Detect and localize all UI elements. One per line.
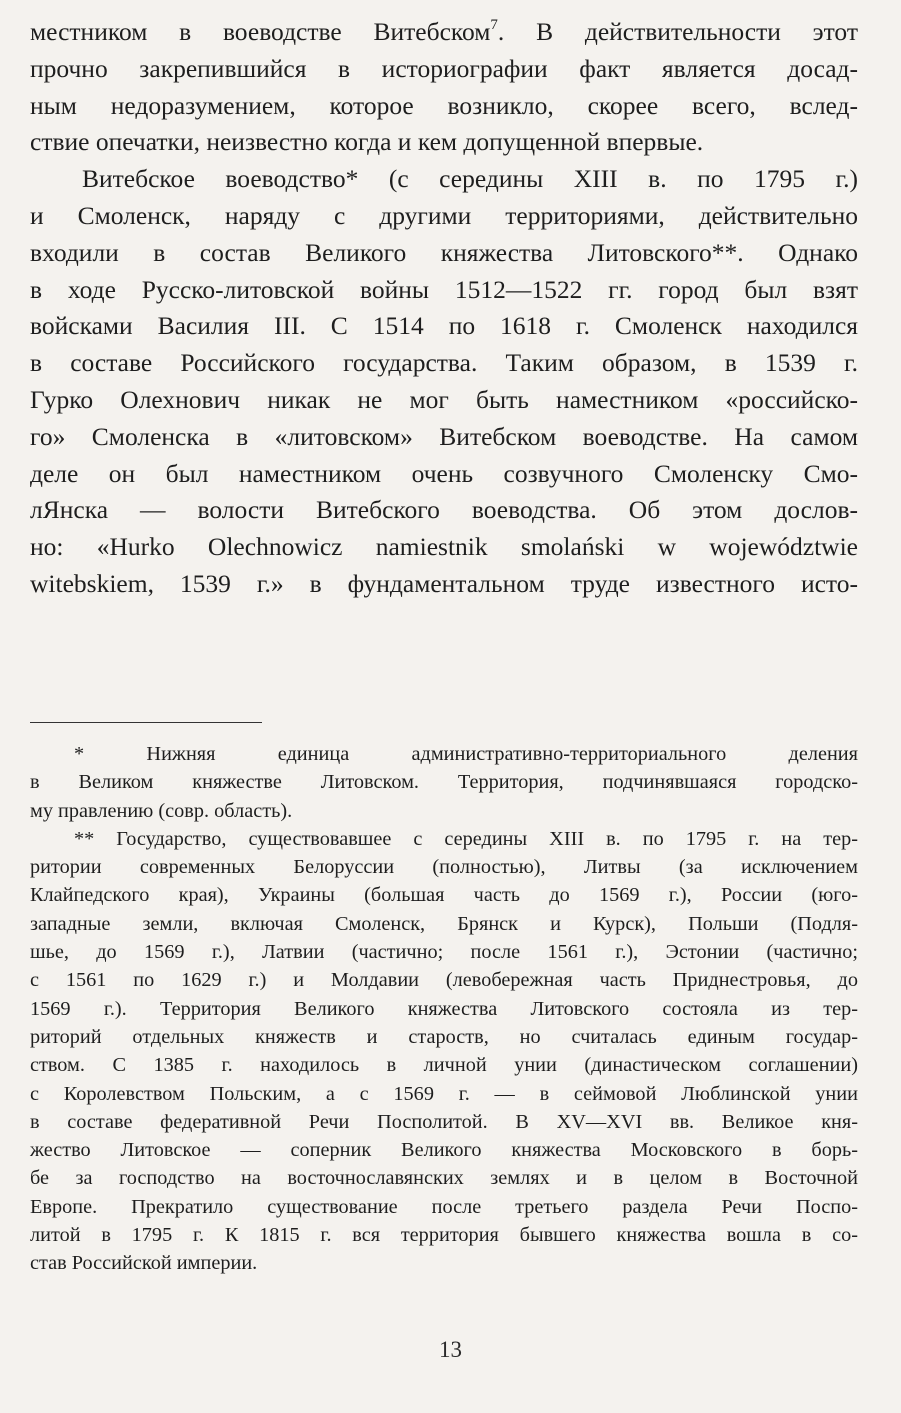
text-line-15: но: «Hurko Olechnowicz namiestnik smolański w województwie: [30, 532, 858, 562]
text-line-13: деле он был наместником очень созвучного Смоленску Смо-: [30, 458, 858, 488]
text-line-4: ствие опечатки, неизвестно когда и кем допущенной впервые.: [30, 127, 704, 157]
text-line-11: Гурко Олехнович никак не мог быть наместником «российско-: [30, 384, 858, 414]
text-line-1-end: . В действительности этот: [497, 17, 858, 46]
footnote-line-7: западные земли, включая Смоленск, Брянск и Курск), Польши (Подля-: [30, 912, 858, 935]
footnote-line-19: став Российской империи.: [30, 1252, 258, 1275]
text-line-7: входили в состав Великого княжества Литовского**. Однако: [30, 237, 858, 267]
footnote-line-8: шье, до 1569 г.), Латвии (частично; после 1561 г.), Эстонии (частично;: [30, 941, 858, 964]
note-reference-7: 7: [490, 17, 498, 33]
footnote-line-15: жество Литовское — соперник Великого княжества Московского в борь-: [30, 1139, 858, 1162]
text-line-14: лЯнска — волости Витебского воеводства. Об этом дослов-: [30, 495, 858, 525]
footnote-line-18: литой в 1795 г. К 1815 г. вся территория бывшего княжества вошла в со-: [30, 1224, 858, 1247]
footnote-line-5: ритории современных Белоруссии (полностью), Литвы (за исключением: [30, 856, 858, 879]
text-line-12: го» Смоленска в «литовском» Витебском воеводстве. На самом: [30, 421, 858, 451]
footnote-line-4: ** Государство, существовавшее с середины XIII в. по 1795 г. на тер-: [74, 827, 858, 850]
footnote-line-16: бе за господство на восточнославянских землях и в целом в Восточной: [30, 1167, 858, 1190]
text-line-10: в составе Российского государства. Таким образом, в 1539 г.: [30, 348, 858, 378]
main-text: [30, 14, 858, 603]
text-line-8: в ходе Русско-литовской войны 1512—1522 гг. город был взят: [30, 274, 858, 304]
footnote-line-6: Клайпедского края), Украины (большая часть до 1569 г.), России (юго-: [30, 884, 858, 907]
footnote-line-1: * Нижняя единица административно-территориального деления: [74, 743, 858, 765]
text-line-1-start: местником в воеводстве Витебском: [30, 17, 491, 46]
footnote-line-2: в Великом княжестве Литовском. Территория, подчинявшаяся городско-: [30, 771, 858, 794]
text-line-3: ным недоразумением, которое возникло, скорее всего, вслед-: [30, 90, 858, 120]
footnote-line-10: 1569 г.). Территория Великого княжества Литовского состояла из тер-: [30, 997, 858, 1020]
text-line-5: Витебское воеводство* (с середины XIII в. по 1795 г.): [82, 164, 858, 194]
footnote-line-11: риторий отдельных княжеств и староств, но считалась единым государ-: [30, 1025, 858, 1048]
footnote-line-17: Европе. Прекратило существование после третьего раздела Речи Поспо-: [30, 1195, 858, 1218]
footnote-line-12: ством. С 1385 г. находилось в личной унии (династическом соглашении): [30, 1054, 858, 1077]
text-line-6: и Смоленск, наряду с другими территориями, действительно: [30, 200, 858, 230]
text-line-2: прочно закрепившийся в историографии факт является досад-: [30, 53, 858, 83]
footnote-line-3: му правлению (совр. область).: [30, 799, 293, 822]
footnotes: [30, 740, 858, 1278]
footnote-line-14: в составе федеративной Речи Посполитой. В XV—XVI вв. Великое кня-: [30, 1110, 858, 1133]
page-number: 13: [439, 1337, 462, 1362]
footnote-separator: [30, 722, 262, 723]
text-line-1: [30, 14, 858, 51]
footnote-line-9: с 1561 по 1629 г.) и Молдавии (левобережная часть Приднестровья, до: [30, 969, 858, 992]
text-line-9: войсками Василия III. С 1514 по 1618 г. Смоленск находился: [30, 311, 858, 341]
text-line-16: witebskiem, 1539 г.» в фундаментальном труде известного исто-: [30, 568, 858, 598]
footnote-line-13: с Королевством Польским, а с 1569 г. — в сеймовой Люблинской унии: [30, 1082, 858, 1105]
